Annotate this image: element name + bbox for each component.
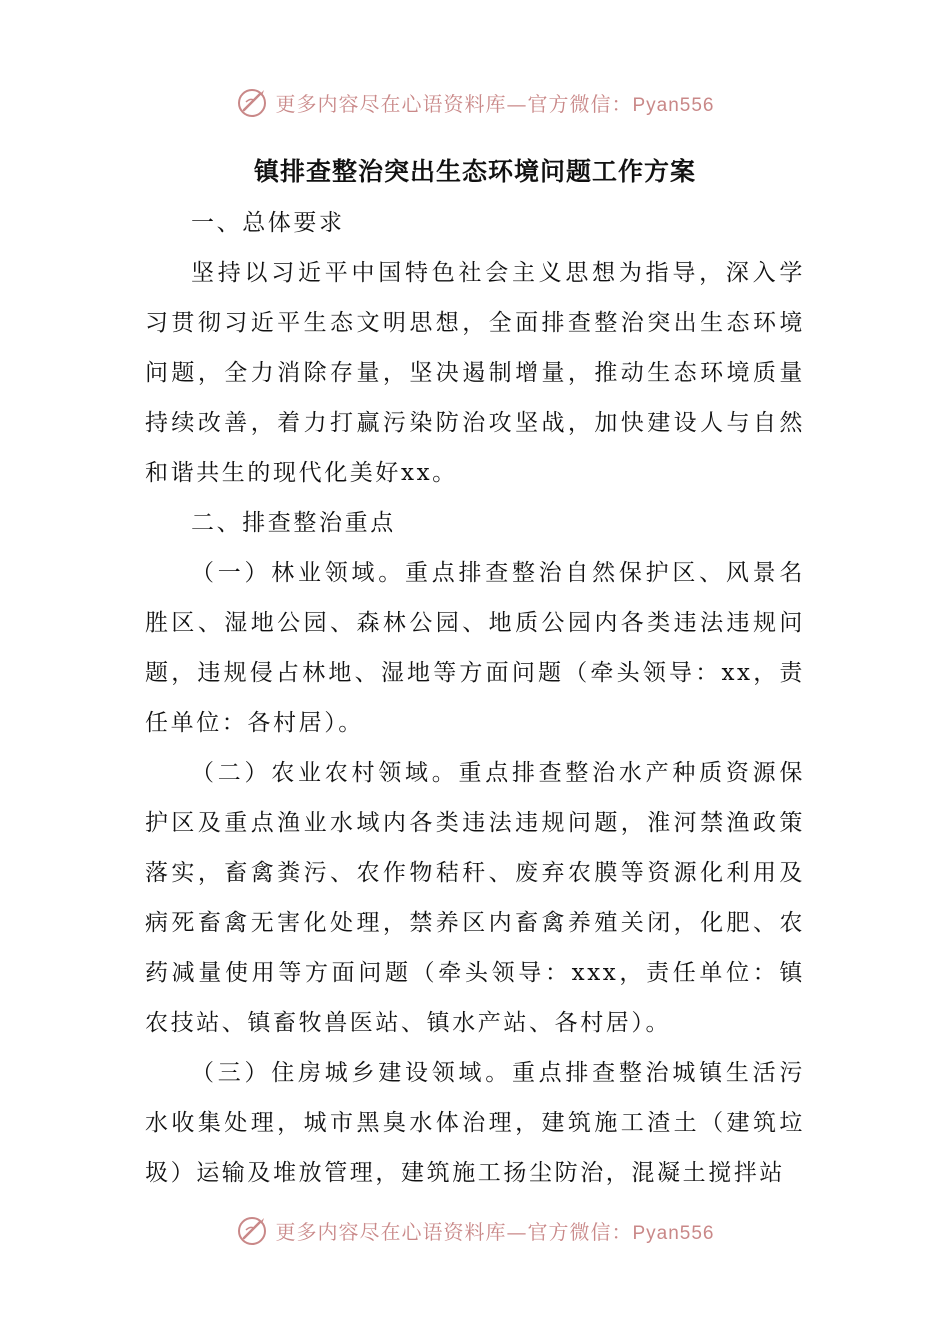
quill-pen-seal-icon [235,1213,269,1247]
watermark-wechat-id: Pyan556 [632,94,715,116]
section-heading: 一、总体要求 [191,210,345,236]
document-body [145,198,805,1198]
watermark-text: 更多内容尽在心语资料库—官方微信：Pyan556 [275,91,715,116]
watermark-wechat-id: Pyan556 [632,1222,715,1244]
paragraph: （一）林业领域。重点排查整治自然保护区、风景名胜区、湿地公园、森林公园、地质公园内各类违法违规问题，违规侵占林地、湿地等方面问题（牵头领导：xx，责任单位：各村居）。 [145,560,805,736]
document-title: 镇排查整治突出生态环境问题工作方案 [253,157,696,186]
paragraph: （二）农业农村领域。重点排查整治水产种质资源保护区及重点渔业水域内各类违法违规问题，淮河禁渔政策落实，畜禽粪污、农作物秸秆、废弃农膜等资源化利用及病死畜禽无害化处理，禁养区内畜禽养殖关闭，化肥、农药减量使用等方面问题（牵头领导：xxx，责任单位：镇农技站、镇畜牧兽医站、镇水产站、各村居）。 [145,760,805,1036]
paragraph: （三）住房城乡建设领域。重点排查整治城镇生活污水收集处理，城市黑臭水体治理，建筑施工渣土（建筑垃圾）运输及堆放管理，建筑施工扬尘防治，混凝土搅拌站 [145,1060,805,1186]
quill-pen-seal-icon [235,85,269,119]
section-heading: 二、排查整治重点 [191,510,396,536]
watermark-text: 更多内容尽在心语资料库—官方微信：Pyan556 [275,1219,715,1244]
paragraph: 坚持以习近平中国特色社会主义思想为指导，深入学习贯彻习近平生态文明思想，全面排查整治突出生态环境问题，全力消除存量，坚决遏制增量，推动生态环境质量持续改善，着力打赢污染防治攻坚战，加快建设人与自然和谐共生的现代化美好xx。 [145,260,805,486]
watermark-footer [0,1210,950,1250]
watermark-header [0,82,950,122]
